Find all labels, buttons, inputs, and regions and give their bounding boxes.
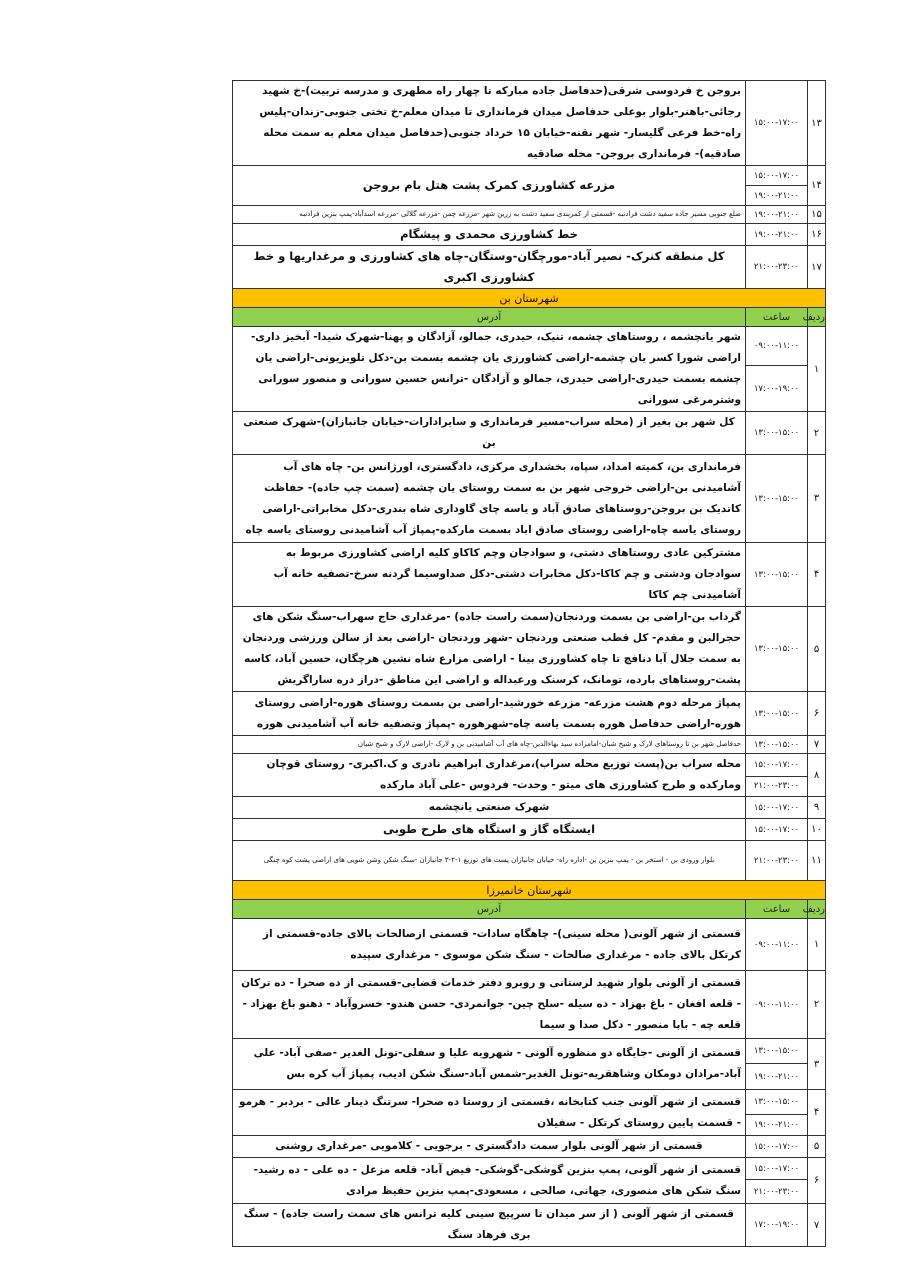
row-index: ۱۷ bbox=[808, 246, 826, 289]
table-row bbox=[233, 1204, 826, 1247]
address-cell: فرمانداری بن، کمیته امداد، سپاه، بخشداری مرکزی، دادگستری، اورژانس بن- چاه های آب آشامیدنی بن-اراضی خروجی شهر بن به سمت روستای یان چشمه (سمت چپ جاده)- حفاظت کاتدیک بن بروجن-روستاهای صادق آباد و یاسه چای گاوداری شاه بندری-دکل مخابراتی-اراضی روستای یاسه چاه-اراضی روستای صادق اباد بسمت مارکده-پمپاژ آب آشامیدنی روستای یاسه چاه bbox=[233, 455, 746, 543]
address-cell: گرداب بن-اراضی بن بسمت وردنجان(سمت راست جاده) -مرغداری حاج سهراب-سنگ شکن های حجرالبن و مقدم- کل قطب صنعتی وردنجان -شهر وردنجان -اراضی بعد از سالن ورزشی وردنجان به سمت جلال آبا دنافچ تا چاه کشاورزی بینا - اراضی مزارع شاه نشین هرچگان، حسین آباد، کاسه پشت-روستاهای بارده، تومانک، کرسنک ورعبداله و اراضی این مناطق -دراز دره ساراگریش bbox=[233, 607, 746, 692]
row-index: ۱۵ bbox=[808, 206, 826, 224]
address-cell: قسمتی از شهر آلونی ( از سر میدان تا سرپیچ سینی کلیه ترانس های سمت راست جاده) - سنگ بری فرهاد سنگ bbox=[233, 1204, 746, 1247]
time-slot: ۱۹:۰۰-۲۱:۰۰ bbox=[746, 1115, 808, 1136]
row-index: ۱ bbox=[808, 327, 826, 412]
table-row bbox=[233, 797, 826, 819]
table-row bbox=[233, 819, 826, 841]
table-row bbox=[233, 841, 826, 881]
header-time: ساعت bbox=[746, 308, 808, 327]
time-slot: ۲۱:۰۰-۲۳:۰۰ bbox=[746, 841, 808, 881]
row-index: ۱۶ bbox=[808, 224, 826, 246]
time-slot: ۱۵:۰۰-۱۷:۰۰ bbox=[746, 797, 808, 819]
table-row bbox=[233, 1158, 826, 1180]
address-cell: قسمتی از شهر آلونی جنب کتابخانه ،قسمتی از روستا ده صحرا- سرتنگ دینار عالی - بردبر - هرمو - قسمت پایین روستای کرتکل - سفیلان bbox=[233, 1090, 746, 1136]
address-cell: شهرک صنعتی یانچشمه bbox=[233, 797, 746, 819]
row-index: ۲ bbox=[808, 971, 826, 1039]
time-slot: ۱۳:۰۰-۱۵:۰۰ bbox=[746, 543, 808, 607]
section-title: شهرستان بن bbox=[233, 289, 826, 308]
address-cell: ضلع جنوبی مسیر جاده سفید دشت فرادنبه -قسمتی از کمربندی سفید دشت به زرین شهر -مزرعه چمن -مزرعه گلالی -مزرعه اسدآباد-پمپ بنزین فرادنبه bbox=[233, 206, 746, 224]
table-row bbox=[233, 919, 826, 971]
time-slot: ۱۳:۰۰-۱۵:۰۰ bbox=[746, 1090, 808, 1115]
time-slot: ۱۵:۰۰-۱۷:۰۰ bbox=[746, 166, 808, 186]
time-slot: ۱۳:۰۰-۱۵:۰۰ bbox=[746, 736, 808, 754]
time-slot: ۱۵:۰۰-۱۷:۰۰ bbox=[746, 1136, 808, 1158]
column-header-row bbox=[233, 308, 826, 327]
row-index: ۳ bbox=[808, 455, 826, 543]
column-header-row bbox=[233, 900, 826, 919]
row-index: ۸ bbox=[808, 754, 826, 797]
address-cell: بلوار ورودی بن - استخر بن - پمپ بنزین بن -اداره راه- خیابان جانبازان پست های توزیع ۱-۲-۳ جانبازان -سنگ شکن وشن شویی های اراضی پشت کوه چنگی bbox=[233, 841, 746, 881]
row-index: ۱۴ bbox=[808, 166, 826, 206]
table-row bbox=[233, 412, 826, 455]
row-index: ۷ bbox=[808, 736, 826, 754]
time-slot: ۲۱:۰۰-۲۳:۰۰ bbox=[746, 246, 808, 289]
time-slot: ۱۷:۰۰-۱۹:۰۰ bbox=[746, 366, 808, 412]
table-row bbox=[233, 607, 826, 692]
table-row bbox=[233, 455, 826, 543]
table-row bbox=[233, 754, 826, 777]
row-index: ۴ bbox=[808, 543, 826, 607]
table-row bbox=[233, 736, 826, 754]
address-cell: حدفاصل شهر بن تا روستاهای لارک و شیخ شبان-امامزاده سید بهاءالدین-چاه های آب آشامیدنی بن و لارک -اراضی لارک و شیخ شبان bbox=[233, 736, 746, 754]
table-row bbox=[233, 327, 826, 366]
time-slot: ۱۳:۰۰-۱۵:۰۰ bbox=[746, 1039, 808, 1064]
address-cell: قسمتی از شهر آلونی، پمپ بنزین گوشکی-گوشکی- فیض آباد- قلعه مزعل - ده علی - ده رشید- سنگ شکن های منصوری، جهانی، صالحی ، مسعودی-پمپ بنزین حفیظ مرادی bbox=[233, 1158, 746, 1204]
time-slot: ۱۹:۰۰-۲۱:۰۰ bbox=[746, 224, 808, 246]
time-slot: ۰۹:۰۰-۱۱:۰۰ bbox=[746, 919, 808, 971]
row-index: ۲ bbox=[808, 412, 826, 455]
address-cell: ایستگاه گاز و استگاه های طرح طوبی bbox=[233, 819, 746, 841]
time-slot: ۰۹:۰۰-۱۱:۰۰ bbox=[746, 971, 808, 1039]
outage-schedule-table bbox=[232, 80, 826, 1247]
section-title-row bbox=[233, 881, 826, 900]
row-index: ۱ bbox=[808, 919, 826, 971]
section-title-row bbox=[233, 289, 826, 308]
time-slot: ۱۹:۰۰-۲۱:۰۰ bbox=[746, 186, 808, 206]
time-slot: ۱۹:۰۰-۲۱:۰۰ bbox=[746, 1064, 808, 1090]
header-time: ساعت bbox=[746, 900, 808, 919]
time-slot: ۰۹:۰۰-۱۱:۰۰ bbox=[746, 327, 808, 366]
address-cell: قسمتی از شهر آلونی بلوار سمت دادگستری - برجویی - کلامویی -مرغداری روشنی bbox=[233, 1136, 746, 1158]
row-index: ۹ bbox=[808, 797, 826, 819]
time-slot: ۱۵:۰۰-۱۷:۰۰ bbox=[746, 819, 808, 841]
address-cell: مزرعه کشاورزی کمرک پشت هتل بام بروجن bbox=[233, 166, 746, 206]
address-cell: خط کشاورزی محمدی و پیشگام bbox=[233, 224, 746, 246]
time-slot: ۱۵:۰۰-۱۷:۰۰ bbox=[746, 81, 808, 166]
table-row bbox=[233, 81, 826, 166]
time-slot: ۲۱:۰۰-۲۳:۰۰ bbox=[746, 1180, 808, 1204]
table-row bbox=[233, 543, 826, 607]
table-row bbox=[233, 224, 826, 246]
header-index: ردیف bbox=[808, 308, 826, 327]
header-address: آدرس bbox=[233, 900, 746, 919]
row-index: ۷ bbox=[808, 1204, 826, 1247]
table-row bbox=[233, 1090, 826, 1115]
row-index: ۶ bbox=[808, 692, 826, 736]
time-slot: ۱۵:۰۰-۱۷:۰۰ bbox=[746, 1158, 808, 1180]
row-index: ۱۰ bbox=[808, 819, 826, 841]
row-index: ۱۳ bbox=[808, 81, 826, 166]
time-slot: ۱۳:۰۰-۱۵:۰۰ bbox=[746, 692, 808, 736]
address-cell: شهر یانچشمه ، روستاهای چشمه، تنیک، حیدری، جمالو، آزادگان و پهنا-شهرک شیدا- آبخیز داری-اراضی شورا کسر یان چشمه-اراضی کشاورزی یان چشمه بسمت بن-دکل تلویزیونی-اراضی یان چشمه بسمت حیدری-اراضی حیدری، جمالو و آزادگان -ترانس حسین سورانی و منصور سورانی وشترمرغی سورانی bbox=[233, 327, 746, 412]
address-cell: قسمتی از شهر آلونی( محله سینی)- چاهگاه سادات- قسمتی ازصالحات بالای جاده-قسمتی از کرتکل بالای جاده - مرغداری صالحات - سنگ شکن موسوی - مرغداری سپیده bbox=[233, 919, 746, 971]
row-index: ۶ bbox=[808, 1158, 826, 1204]
outage-schedule-document bbox=[232, 80, 826, 1247]
address-cell: محله سراب بن(پست توزیع محله سراب)،مرغداری ابراهیم نادری و ک.اکبری- روستای قوچان ومارکده و طرح کشاورزی های میتو - وحدت- فردوس -علی آباد مارکده bbox=[233, 754, 746, 797]
address-cell: قسمتی از آلونی بلوار شهید لرستانی و روبرو دفتر خدمات قضایی-قسمتی از ده صحرا - ده ترکان - قلعه افغان - باغ بهزاد - ده سیله -سلح چین- جوانمردی- حسن هندو- خسروآباد - دهنو باغ بهزاد - قلعه چه - بابا منصور - دکل صدا و سیما bbox=[233, 971, 746, 1039]
table-row bbox=[233, 206, 826, 224]
header-address: آدرس bbox=[233, 308, 746, 327]
header-index: ردیف bbox=[808, 900, 826, 919]
row-index: ۵ bbox=[808, 1136, 826, 1158]
address-cell: مشترکین عادی روستاهای دشتی، و سوادجان وچم کاکاو کلیه اراضی کشاورزی مربوط به سوادجان ودشتی و چم کاکا-دکل مخابرات دشتی-دکل صداوسیما گردنه سرخ-تصفیه خانه آب آشامیدنی چم کاکا bbox=[233, 543, 746, 607]
table-row bbox=[233, 1039, 826, 1064]
time-slot: ۱۳:۰۰-۱۵:۰۰ bbox=[746, 455, 808, 543]
table-row bbox=[233, 166, 826, 186]
table-row bbox=[233, 692, 826, 736]
time-slot: ۱۵:۰۰-۱۷:۰۰ bbox=[746, 754, 808, 777]
row-index: ۱۱ bbox=[808, 841, 826, 881]
time-slot: ۱۳:۰۰-۱۵:۰۰ bbox=[746, 607, 808, 692]
time-slot: ۱۷:۰۰-۱۹:۰۰ bbox=[746, 1204, 808, 1247]
table-row bbox=[233, 1136, 826, 1158]
address-cell: بروجن خ فردوسی شرقی(حدفاصل جاده مبارکه تا چهار راه مطهری و مدرسه تربیت)-خ شهید رجائی-باهنر-بلوار بوعلی حدفاصل میدان فرمانداری تا میدان معلم-خ تختی جنوبی-زندان-پلیس راه-خط فرعی گلیسار- شهر نقنه-خیابان ۱۵ خرداد جنوبی(حدفاصل میدان معلم به سمت محله صادقیه)- فرمانداری بروجن- محله صادقیه bbox=[233, 81, 746, 166]
time-slot: ۱۳:۰۰-۱۵:۰۰ bbox=[746, 412, 808, 455]
table-row bbox=[233, 971, 826, 1039]
time-slot: ۱۹:۰۰-۲۱:۰۰ bbox=[746, 206, 808, 224]
address-cell: قسمتی از آلونی -جایگاه دو منظوره آلونی - شهرویه علیا و سفلی-تونل الغدیر -صفی آباد- علی آباد-مرادان دومکان وشاهقریه-تونل الغدیر-شمس آباد-سنگ شکن ادیب، پمپاژ آب کره بس bbox=[233, 1039, 746, 1090]
address-cell: کل منطقه کنرک- نصیر آباد-مورچگان-وستگان-چاه های کشاورزی و مرغداریها و خط کشاورزی اکبری bbox=[233, 246, 746, 289]
row-index: ۴ bbox=[808, 1090, 826, 1136]
row-index: ۳ bbox=[808, 1039, 826, 1090]
table-row bbox=[233, 246, 826, 289]
time-slot: ۲۱:۰۰-۲۳:۰۰ bbox=[746, 776, 808, 796]
row-index: ۵ bbox=[808, 607, 826, 692]
address-cell: کل شهر بن بغیر از (محله سراب-مسیر فرمانداری و سایرادارات-خیابان جانبازان)-شهرک صنعتی بن bbox=[233, 412, 746, 455]
section-title: شهرستان خانمیرزا bbox=[233, 881, 826, 900]
address-cell: پمپاژ مرحله دوم هشت مزرعه- مزرعه خورشید-اراضی بن بسمت روستای هوره-اراضی روستای هوره-اراضی حدفاصل هوره بسمت یاسه چاه-شهرهوره -پمپاژ وتصفیه خانه آب آشامیدنی هوره bbox=[233, 692, 746, 736]
